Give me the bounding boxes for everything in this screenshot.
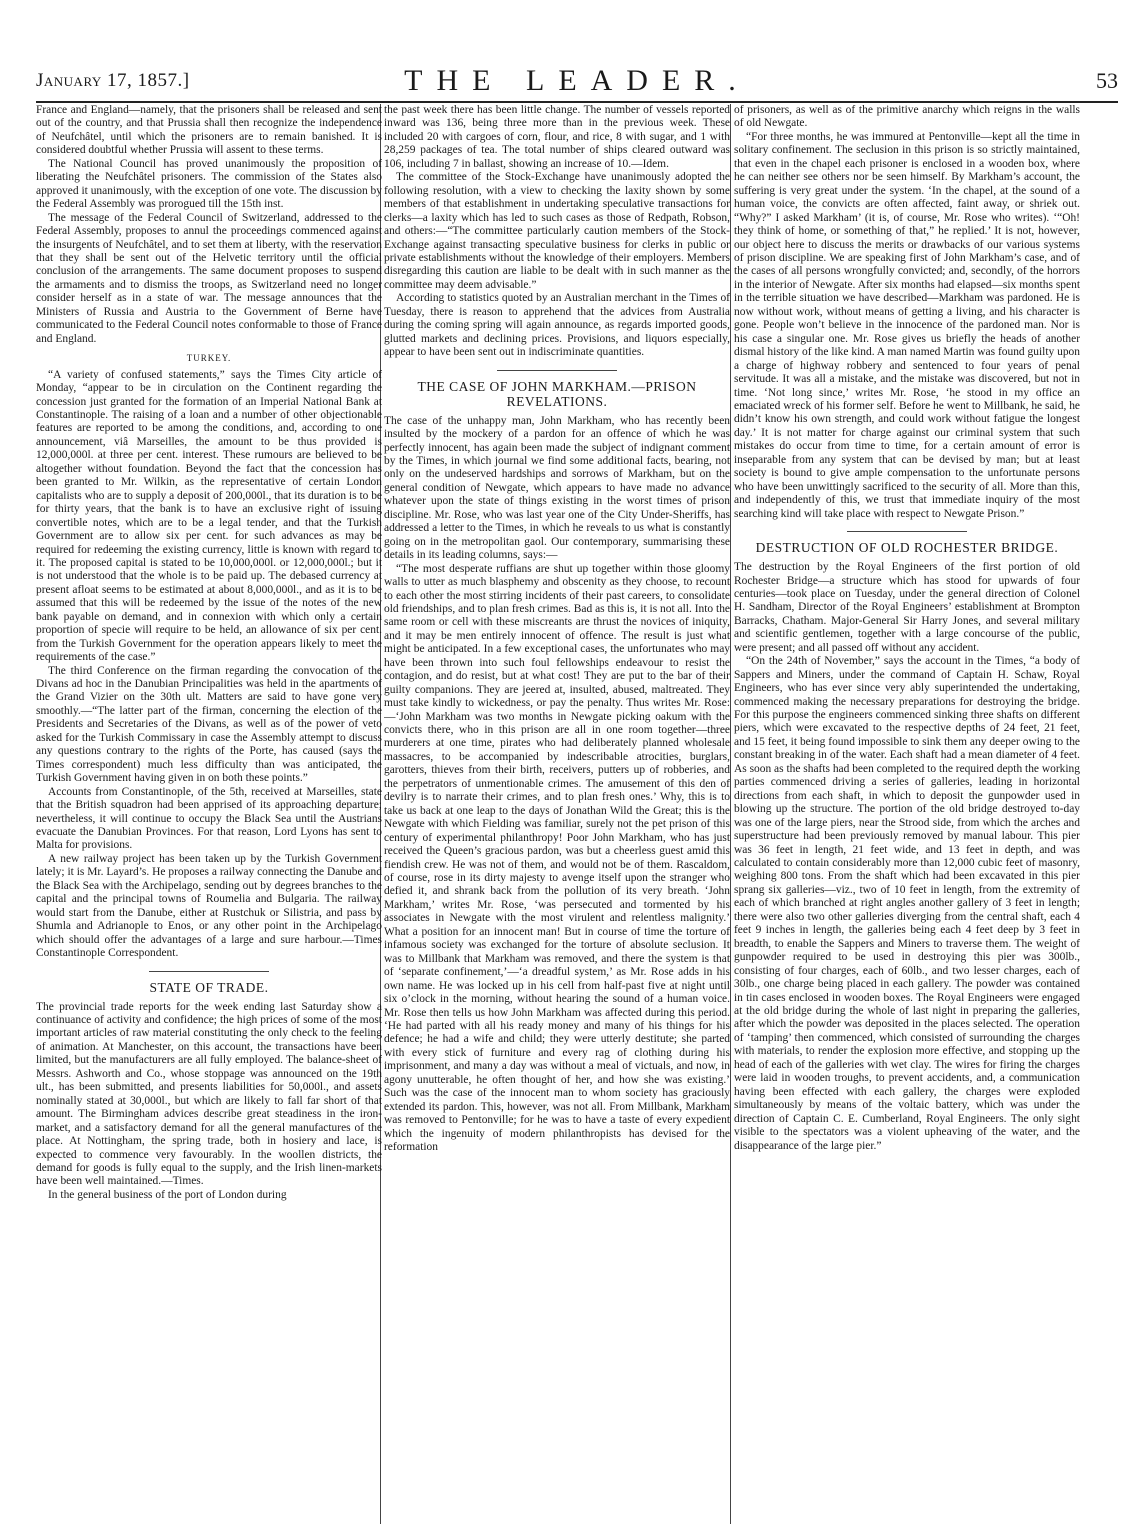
section-rule <box>847 531 967 532</box>
section-rule <box>149 971 269 972</box>
paragraph: In the general business of the port of London during <box>48 1188 287 1201</box>
column-1 <box>36 104 382 1524</box>
paragraph: France and England—namely, that the prisoners shall be released and sent out of the country, and that Prussia shall then recognize the independence of Neufchâtel, until which the prisoners are to remain banished. It is considered doubtful whether Prussia will assent to these terms. <box>36 104 382 157</box>
paragraph: A new railway project has been taken up by the Turkish Government lately; it is Mr. Layard’s. He proposes a railway connecting the Danube and the Black Sea with the Archipelago, sending out by degrees branches to the capital and the principal towns of Roumelia and Bulgaria. The railway would start from the Danube, either at Rustchuk or Silistria, and pass by Shumla and Adrianople to Enos, or any other point in the Archipelago which should offer the advantages of a large and sure harbour.—Times Constantinople Correspondent. <box>36 852 382 960</box>
page-number: 53 <box>1096 68 1118 93</box>
paragraph: According to statistics quoted by an Australian merchant in the Times of Tuesday, there is reason to apprehend that the advices from Australia during the coming spring will again announce, as regards imported goods, glutted markets and declining prices. Provisions, and liquors especially, appear to have been sent out in indiscriminate quantities. <box>384 292 730 359</box>
paragraph: “A variety of confused statements,” says the Times City article of Monday, “appear to be in circulation on the Continent regarding the concession just granted for the formation of an Imperial National Bank at Constantinople. The raising of a loan and a number of other objectionable features are reported to be among the conditions, and, according to one announcement, viâ Marseilles, the amount to be thus provided is 12,000,000l. at three per cent. interest. These rumours are believed to be altogether without foundation. Beyond the fact that the concession has been granted to Mr. Wilkin, as the representative of certain London capitalists who are to supply a deposit of 200,000l., that its duration is to be for thirty years, that the bank is to have an exclusive right of issuing convertible notes, which are to be a legal tender, and that the Turkish Government are to allow six per cent. for such advances as may be required for redeeming the existing currency, little is known with regard to it. The proposed capital is stated to be 10,000,000l. or 12,000,000l.; but it is not understood that the whole is to be paid up. The debased currency at present afloat seems to be estimated at about 8,000,000l., and as it is to be assumed that this will be redeemed by the issue of the notes of the new bank payable on demand, and in connexion with which only a certain proportion of specie will require to be held, an allowance of six per cent. from the Turkish Government for the operation appears likely to meet the requirements of the case.” <box>36 368 382 664</box>
column-3 <box>734 104 1080 1524</box>
paragraph: The third Conference on the firman regarding the convocation of the Divans ad hoc in the Danubian Principalities was held in the apartments of the Grand Vizier on the 30th ult. Matters are said to have gone very smoothly.—“The latter part of the firman, concerning the election of the Presidents and Secretaries of the Divans, as well as of the power of veto asked for the Turkish Commissary in case the Assembly attempt to discuss any questions contrary to the rights of the Porte, has caused (says the Times correspondent) much less difficulty than was anticipated, the Turkish Government having given in on both these points.” <box>36 664 382 785</box>
paragraph: of prisoners, as well as of the primitive anarchy which reigns in the walls of old Newgate. <box>734 104 1080 130</box>
paragraph: The message of the Federal Council of Switzerland, addressed to the Federal Assembly, proposes to annul the proceedings commenced against the insurgents of Neufchâtel, and to set them at liberty, with the reservation that they shall be sent out of the Helvetic territory until the official conclusion of the arrangements. The same document proposes to suspend the armaments and to dismiss the troops, as Switzerland need no longer consider herself as in a state of war. The message announces that the Ministers of Russia and Austria to the Government of Berne have communicated to the Federal Council notes conformable to those of France and England. <box>36 211 382 345</box>
section-subheading-turkey: TURKEY. <box>186 353 232 364</box>
issue-date: January 17, 1857.] <box>36 70 190 91</box>
paragraph: The provincial trade reports for the week ending last Saturday show a continuance of activity and confidence; the high prices of some of the most important articles of raw material constituting the only check to the feeling of animation. At Manchester, on this account, the transactions have been limited, but the manufacturers are all fully employed. The balance-sheet of Messrs. Ashworth and Co., whose stoppage was announced on the 19th ult., has been submitted, and presents liabilities for 50,000l., and assets nominally stated at 30,000l., but which are likely to fall far short of that amount. The Birmingham advices describe great steadiness in the iron-market, and a satisfactory demand for all the general manufactures of the place. At Nottingham, the spring trade, both in hosiery and lace, is expected to commence very favourably. In the woollen districts, the demand for goods is fully equal to the supply, and the Irish linen-markets have been well maintained.—Times. <box>36 1000 382 1188</box>
article-heading-state-of-trade: STATE OF TRADE. <box>149 979 269 995</box>
masthead-rule <box>36 101 1118 103</box>
section-rule <box>497 370 617 371</box>
paragraph: “On the 24th of November,” says the account in the Times, “a body of Sappers and Miners, under the command of Captain H. Schaw, Royal Engineers, who has ever since very ably superintended the undertaking, commenced making the necessary preparations for destroying the bridge. For this purpose the engineers commenced sinking three shafts on different piers, which were excavated to the respective depths of 24 feet, 21 feet, and 15 feet, it being found impossible to sink them any deeper owing to the constant breaking in of the water. Each shaft had a mean diameter of 4 feet. As soon as the shafts had been completed to the required depth the working parties commenced driving a series of galleries, leading in horizontal directions from each shaft, in which to deposit the gunpowder used in blowing up the structure. The portion of the old bridge destroyed to-day was one of the large piers, near the Strood side, from which the arches and superstructure had been previously removed by manual labour. This pier was 36 feet in length, 21 feet wide, and 13 feet in depth, and was calculated to contain considerably more than 12,000 cubic feet of masonry, weighing 800 tons. From the shaft which had been excavated in this pier sprang six galleries—viz., two of 10 feet in length, from the extremity of each of which branched at right angles another gallery of 3 feet in length; there were also two other galleries diverging from the central shaft, each 4 feet 9 inches in length, the galleries being each 4 feet deep by 3 feet in breadth, to enable the Sappers and Miners to traverse them. The weight of gunpowder required to be used in destroying this pier was 300lb., consisting of four charges, each of 60lb., and two lesser charges, each of 30lb., one charge being placed in each gallery. The powder was contained in tin cases enclosed in wooden boxes. The Royal Engineers were engaged at the old bridge during the whole of last night in preparing the galleries, after which the powder was deposited in the places selected. The operation of ‘tamping’ then commenced, which consisted of surrounding the charges with materials, to render the explosion more effective, and stopping up the head of each of the galleries with wet clay. The wires for firing the charges were laid in wooden troughs, to prevent accidents, and, a communication having been effected with each gallery, the charges were exploded simultaneously by means of the voltaic battery, which was under the direction of Captain C. E. Cumberland, Royal Engineers. The only sight visible to the spectators was a violent upheaving of the water, and the disappearance of the large pier.” <box>734 655 1080 1152</box>
paragraph: The National Council has proved unanimously the proposition of liberating the Neufchâtel prisoners. The commission of the States also approved it unanimously, with the exception of one vote. The discussion by the Federal Assembly was prorogued till the 15th inst. <box>36 157 382 211</box>
column-2 <box>384 104 730 1524</box>
paragraph: Accounts from Constantinople, of the 5th, received at Marseilles, state that the British squadron had been apprised of its approaching departure; nevertheless, it will continue to occupy the Black Sea until the Austrians evacuate the Danubian Provinces. For that reason, Lord Lyons has sent to Malta for provisions. <box>36 785 382 852</box>
paragraph: the past week there has been little change. The number of vessels reported inward was 136, being three more than in the previous week. These included 20 with cargoes of corn, flour, and rice, 8 with sugar, and 1 with 28,259 packages of tea. The total number of ships cleared outward was 106, including 7 in ballast, showing an increase of 10.—Idem. <box>384 104 730 170</box>
article-heading-rochester-bridge: DESTRUCTION OF OLD ROCHESTER BRIDGE. <box>755 540 1059 556</box>
column-divider <box>730 104 731 1524</box>
paragraph: “For three months, he was immured at Pentonville—kept all the time in solitary confinement. The seclusion in this prison is so strictly maintained, that even in the chapel each prisoner is enclosed in a wooden box, where he can neither see others nor be seen himself. By Markham’s account, the suffering is very great under the system. ‘In the chapel, at the sound of a human voice, the convicts are often affected, faint away, or shriek out. “Why?” I asked Markham’ (it is, of course, Mr. Rose who writes). ‘“Oh! they think of home, or something of that,” he replied.’ It is not, however, our object here to discuss the merits or drawbacks of our various systems of prison discipline. We are speaking first of John Markham’s case, and of the cases of all persons wrongfully convicted; and, secondly, of the horrors in the interior of Newgate. After six months had elapsed—six months spent in the terrible situation we have described—Markham was pardoned. He is now without work, without means of getting a living, and his character is gone. People won’t believe in the innocence of the pardoned man. Nor is his case a singular one. Mr. Rose gives us briefly the heads of another dismal history of the like kind. A man named Martin was found guilty upon a charge of highway robbery and sentenced to four years of penal servitude. It was all a mistake, and the mistake was discovered, but not in time. ‘Not long since,’ writes Mr. Rose, ‘he stood in my office an emaciated wreck of his former self. Before he went to Millbank, he said, he didn’t know his own strength, and could work without fatigue the longest day.’ It is not matter for charge against our criminal system that such mistakes do occur from time to time, for a certain amount of error is inseparable from any system that can be devised by man; but at least society is bound to give ample compensation to the unfortunate persons who have been unwittingly sacrificed to the security of all. More than this, and independently of this, we trust that immediate inquiry of the most searching kind will take place with respect to Newgate Prison.” <box>734 130 1080 520</box>
paragraph: The case of the unhappy man, John Markham, who has recently been insulted by the mockery of a pardon for an offence of which he was perfectly innocent, has again been made the subject of indignant comment by the Times, in which journal we find some additional facts, bearing, not only on the undeserved hardships and sorrows of Markham, but on the general condition of Newgate, which appears to have made no advance whatever upon the state of things existing in the worst times of prison discipline. Mr. Rose, who was last year one of the City Under-Sheriffs, has addressed a letter to the Times, in which he reveals to us what is constantly going on in the metropolitan gaol. Our contemporary, summarising these details in its leading columns, says:— <box>384 414 730 562</box>
article-heading-john-markham: THE CASE OF JOHN MARKHAM.—PRISON REVELATIONS. <box>417 378 697 409</box>
newspaper-title: THE LEADER. <box>404 64 750 97</box>
paragraph: “The most desperate ruffians are shut up together within those gloomy walls to utter as much blasphemy and obscenity as they choose, to recount to each other the most stirring incidents of their past careers, to consolidate old friendships, and to plan fresh crimes. Bad as this is, it is not all. Into the same room or cell with these miscreants are thrust the novices of iniquity, and it may be men entirely innocent of offence. The result is just what might be anticipated. In a few exceptional cases, the unfortunates who may have been thrown into such foul fellowships endeavour to resist the contagion, and do resist, but at what cost! They are put to the bar of their guilty companions. They are jeered at, insulted, abused, maltreated. They must take kindly to wickedness, or pay the penalty. Thus writes Mr. Rose:—‘John Markham was two months in Newgate picking oakum with the convicts there, who in this prison are all in one room together—three murderers at one time, pirates who had deliberately planned wholesale massacres, to be accompanied by indescribable atrocities, burglars, garotters, thieves from their birth, receivers, putters up of robberies, and the perpetrators of unmentionable crimes. The amusement of this den of devilry is to narrate their crimes, and to plan fresh ones.’ Why, this is to take us back at one leap to the days of Jonathan Wild the Great; this is the Newgate with which Fielding was familiar, surely not the pet prison of this century of experimental philanthropy! Poor John Markham, who has just received the Queen’s gracious pardon, was but a cheerless guest amid this fiendish crew. He was not of them, and would not be of them. Rascaldom, of course, rose in its dirty majesty to avenge itself upon the stranger who defied it, and shrank back from the pollution of its very breath. ‘John Markham,’ writes Mr. Rose, ‘was persecuted and tormented by his associates in Newgate with the most virulent and relentless malignity.’ What a position for an innocent man! But in course of time the torture of infamous society was exchanged for the torture of absolute seclusion. It was to Millbank that Markham was removed, and there the system is that of ‘separate confinement,’—‘a dreadful system,’ as Mr. Rose adds in his own name. He was locked up in his cell from half-past five at night until six o’clock in the morning, without hearing the sound of a human voice. Mr. Rose then tells us how John Markham was affected during this period. ‘He had parted with all his ready money and many of his things for his defence; he had a wife and child; they were utterly destitute; she parted with every stick of furniture and every rag of clothing during his imprisonment, and many a day was without a meal of victuals, and now, in agony unutterable, he often thought of her, and how she was existing.’ Such was the case of the innocent man to whom society has graciously extended its pardon. This, however, was not all. From Millbank, Markham was removed to Pentonville; for he was to have a taste of every expedient which the ingenuity of modern philanthropists has devised for the reformation <box>384 562 730 1154</box>
paragraph: The committee of the Stock-Exchange have unanimously adopted the following resolution, with a view to checking the laxity shown by some members of that establishment in undertaking speculative transactions for clerks—a laxity which has led to such cases as those of Redpath, Robson, and others:—“The committee particularly caution members of the Stock-Exchange against transacting speculative business for clerks in public or private establishments without the knowledge of their employers. Members disregarding this caution are liable to be dealt with in such manner as the committee may deem advisable.” <box>384 171 730 291</box>
masthead <box>36 62 1118 98</box>
paragraph: The destruction by the Royal Engineers of the first portion of old Rochester Bridge—a structure which has stood for upwards of four centuries—took place on Tuesday, under the general direction of Colonel H. Sandham, Director of the Royal Engineers’ establishment at Brompton Barracks, Chatham. Major-General Sir Harry Jones, and several military and scientific gentlemen, together with a large concourse of the public, were present; and all passed off without any accident. <box>734 561 1080 654</box>
